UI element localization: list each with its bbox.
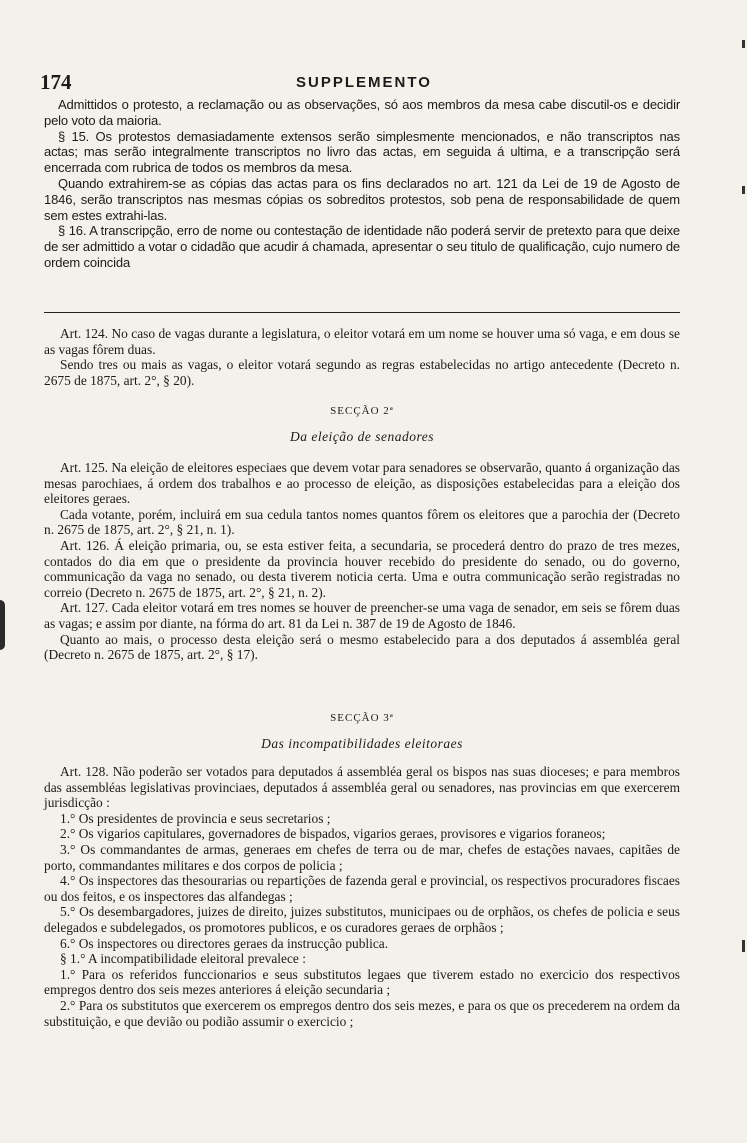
section-title: Da eleição de senadores: [289, 428, 435, 444]
section-number: SECÇÃO 2ª: [330, 405, 394, 417]
section-title: Das incompatibilidades eleitoraes: [261, 735, 463, 751]
list-item: 1.° Os presidentes de provincia e seus secretarios ;: [60, 810, 331, 826]
paragraph: Admittidos o protesto, a reclamação ou as observações, só aos membros da mesa cabe discutil-os e decidir pelo voto da maioria.: [44, 97, 680, 128]
divider-rule: [44, 312, 680, 313]
binding-shadow: [0, 600, 5, 650]
section-3-text: [44, 764, 680, 1029]
list-item: 1.° Para os referidos funccionarios e seus substitutos legaes que tiverem estado no exercicio dos respectivos empregos dentro dos seis mezes anteriores á eleição secundaria ;: [44, 966, 680, 998]
paragraph: Art. 125. Na eleição de eleitores especiaes que devem votar para senadores se observarão, quanto á organização das mesas parochiaes, á ordem dos trabalhos e ao processo de eleição, as disposições estabelecidas para a eleição dos eleitores geraes.: [44, 460, 680, 507]
page-number: 174: [40, 70, 72, 94]
list-item: 6.° Os inspectores ou directores geraes da instrucção publica.: [60, 935, 389, 951]
paragraph: Quanto ao mais, o processo desta eleição será o mesmo estabelecido para a dos deputados á assembléa geral (Decreto n. 2675 de 1875, art. 2°, § 17).: [44, 631, 680, 663]
list-item: 5.° Os desembargadores, juizes de direito, juizes substitutos, municipaes ou de orphãos, os chefes de policia e seus delegados e subdelegados, os promotores publicos, e os curadores geraes de orphãos ;: [44, 904, 680, 935]
paragraph: Art. 127. Cada eleitor votará em tres nomes se houver de preencher-se uma vaga de senador, em seis se fôrem duas as vagas; e assim por diante, na fórma do art. 81 da Lei n. 387 de 19 de Agosto de 1846.: [44, 600, 680, 631]
paragraph: Art. 128. Não poderão ser votados para deputados á assembléa geral os bispos nas suas dioceses; e para membros das assembléas legislativas provinciaes, deputados á assembléa geral ou senadores, nas provincias em que exercerem jurisdicção :: [44, 764, 680, 811]
margin-mark: [742, 940, 745, 952]
section-2-text: [44, 460, 680, 663]
paragraph: Art. 126. Á eleição primaria, ou, se esta estiver feita, a secundaria, se procederá dentro do prazo de tres mezes, contados do dia em que o presidente da provincia houver recebido do presidente do senado, ou do governo, communicação da vaga no senado, ou desta tiverem noticia certa. Uma e outra communicação serão registradas no correio (Decreto n. 2675 de 1875, art. 2°, § 21, n. 2).: [44, 537, 680, 600]
section-3: [44, 711, 680, 751]
paragraph: § 1.° A incompatibilidade eleitoral prevalece :: [60, 951, 306, 967]
paragraph: Cada votante, porém, incluirá em sua cedula tantos nomes quantos fôrem os eleitores que a parochia der (Decreto n. 2675 de 1875, art. 2°, § 21, n. 1).: [44, 506, 680, 538]
paragraph: Art. 124. No caso de vagas durante a legislatura, o eleitor votará em um nome se houver uma só vaga, e em dous se as vagas fôrem duas.: [44, 326, 680, 357]
list-item: 2.° Para os substitutos que exercerem os empregos dentro dos seis mezes, e para os que os precederem na ordem da substituição, e que devião ou podião assumir o exercicio ;: [44, 997, 680, 1029]
section-number: SECÇÃO 3ª: [330, 712, 394, 724]
margin-mark: [742, 40, 745, 48]
margin-mark: [742, 186, 745, 194]
section-2: [44, 404, 680, 444]
list-item: 3.° Os commandantes de armas, generaes em chefes de terra ou de mar, chefes de estações navaes, capitães de porto, commandantes militares e dos corpos de policia ;: [44, 841, 680, 873]
paragraph: Quando extrahirem-se as cópias das actas para os fins declarados no art. 121 da Lei de 19 de Agosto de 1846, serão transcriptos nas mesmas cópias os sobreditos protestos, sob pena de responsabilidade de quem sem estes extrahi-las.: [44, 175, 680, 223]
paragraph: Sendo tres ou mais as vagas, o eleitor votará segundo as regras estabelecidas no artigo antecedente (Decreto n. 2675 de 1875, art. 2°, § 20).: [44, 357, 680, 388]
page-header: [40, 70, 684, 96]
supplement-text: [44, 97, 680, 271]
list-item: 4.° Os inspectores das thesourarias ou repartições de fazenda geral e provincial, os respectivos procuradores fiscaes ou dos feitos, e os inspectores das alfandegas ;: [44, 873, 680, 904]
running-title: SUPPLEMENTO: [296, 74, 432, 91]
paragraph: § 16. A transcripção, erro de nome ou contestação de identidade não poderá servir de pretexto para que deixe de ser admittido a votar o cidadão que acudir á chamada, apresentar o seu titulo de qualificação, cujo numero de ordem coincida: [44, 223, 680, 270]
article-124-block: [44, 326, 680, 388]
list-item: 2.° Os vigarios capitulares, governadores de bispados, vigarios geraes, provisores e vigarios foraneos;: [60, 826, 606, 842]
paragraph: § 15. Os protestos demasiadamente extensos serão simplesmente mencionados, e não transcriptos nas actas; mas serão integralmente transcriptos no livro das actas, em seguida á ultima, e a transcripção será encerrada com rubrica de todos os membros da mesa.: [44, 128, 680, 176]
